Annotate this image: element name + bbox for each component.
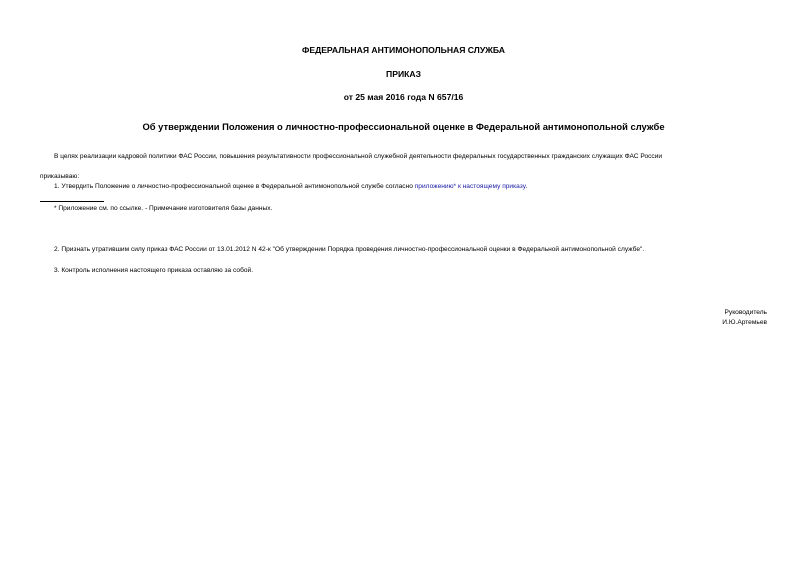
document-title: Об утверждении Положения о личностно-профессиональной оценке в Федеральной антимонопольной службе [142, 121, 665, 132]
footnote: * Приложение см. по ссылке. - Примечание изготовителя базы данных. [54, 205, 273, 212]
order-word: приказываю: [40, 173, 80, 180]
agency-name: ФЕДЕРАЛЬНАЯ АНТИМОНОПОЛЬНАЯ СЛУЖБА [302, 45, 505, 55]
footnote-divider [40, 201, 104, 202]
appendix-link[interactable]: приложению [414, 183, 454, 190]
intro-paragraph: В целях реализации кадровой политики ФАС России, повышения результативности профессиональной служебной деятельности федеральных государственных гражданских служащих ФАС России [54, 153, 663, 160]
item-1-separator: * [453, 183, 458, 190]
signatory-name: И.Ю.Артемьев [722, 319, 767, 326]
item-2-paragraph: 2. Признать утратившим силу приказ ФАС России от 13.01.2012 N 42-к "Об утверждении Порядка проведения личностно-профессиональной оценки в Федеральной антимонопольной службе". [54, 246, 645, 253]
item-1-paragraph [54, 183, 527, 191]
this-order-link[interactable]: к настоящему приказу [457, 183, 526, 190]
document-type: ПРИКАЗ [386, 69, 421, 79]
item-1-end: . [525, 183, 528, 190]
item-1-text: 1. Утвердить Положение о личностно-профессиональной оценке в Федеральной антимонопольной службе согласно [54, 183, 415, 190]
signatory-position: Руководитель [724, 309, 767, 316]
document-date-number: от 25 мая 2016 года N 657/16 [343, 92, 464, 102]
item-3-paragraph: 3. Контроль исполнения настоящего приказа оставляю за собой. [54, 267, 254, 274]
